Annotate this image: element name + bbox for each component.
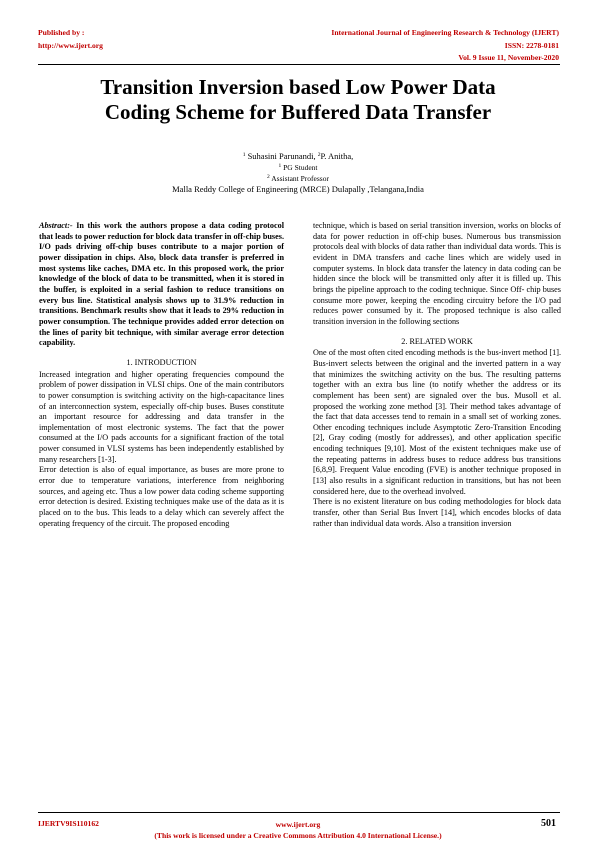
footer-rule [38, 812, 560, 813]
author2-name: P. Anitha, [320, 151, 354, 161]
paper-title [30, 75, 566, 125]
title-line-2: Coding Scheme for Buffered Data Transfer [104, 100, 492, 124]
volume-issue: Vol. 9 Issue 11, November-2020 [458, 53, 559, 62]
aff2-text: Assistant Professor [269, 174, 329, 183]
author1-sup: 1 [242, 152, 246, 158]
intro-paragraph-1: Increased integration and higher operating frequencies compound the problem of power dissipation in VLSI chips. One of the main contributors to power consumption is switching activity on the high-capacitance lines of an interconnection system, especially off-chip buses. Buses constitute an important resource for addressing and data transfer in the implementation of most electronic systems. The fact that the power consumed at the I/O pads accounts for a significant fraction of the total power consumed in VLSI systems has been independently established by many researchers [1-3]. [39, 369, 284, 464]
aff2-sup: 2 [267, 174, 270, 180]
related-work-paragraph-2: There is no existent literature on bus coding methodologies for block data transfer, other than Serial Bus Invert [14], which encodes blocks of data rather than individual data words. Also a transition inversion [313, 497, 561, 528]
section-1-heading: 1. INTRODUCTION [126, 357, 197, 367]
author2-sup: 2 [317, 152, 321, 158]
page-number: 501 [541, 818, 556, 829]
abstract [39, 221, 284, 349]
published-by: Published by : [38, 28, 85, 37]
header-rule [38, 64, 560, 65]
section-2-heading: 2. RELATED WORK [401, 336, 473, 346]
related-work-paragraph-1: One of the most often cited encoding methods is the bus-invert method [1]. Bus-invert selects between the original and the inverted pattern in a way that minimizes the switching activity on the bus. The resulting patterns together with an extra bus line (to notify whether the address or its complement has been sent) are signaled over the bus. Musoll et al. proposed the working zone method [3]. Their method takes advantage of the fact that data accesses tend to remain in a small set of working zones. Other encoding techniques include Asymptotic Zero-Transition Encoding [2], Gray coding (mostly for addresses), and other application specific encoding techniques [9,10]. Most of the existent techniques make use of the repeating patterns in address buses to reduce address bus transitions [6,8,9]. Frequent Value encoding (FVE) is another technique proposed in [13] also results in a significant reduction in transitions, but has not been considered here, due to the overhead involved. [313, 348, 561, 496]
intro-paragraph-2: Error detection is also of equal importance, as buses are more prone to error due to temperature variations, interference from neighboring sources, and ageing etc. Thus a low power data coding scheme supporting error detection is desired. Existing techniques make use of the data as it is placed on to the bus. This leads to a delay which can severely affect the operating frequency of the circuit. The proposed encoding [39, 465, 284, 528]
footer-center [60, 819, 536, 841]
right-column-paragraph-1: technique, which is based on serial transition inversion, works on blocks of data for power reduction in off-chip buses. Numerous bus transmission protocols deal with blocks of data rather than individual data words. This is evident in DMA transfers and cache lines which are widely used in computer systems. In block data transfer the latency in data coding can be hidden since the block will be transmitted only after it is filled up. This brings the pipeline approach to the coding technique. Since Off- chip buses consume more power, keeping the encoding circuitry before the I/O pad reduces power consumed by it. The proposed technique is also called transition inversion in the following sections [313, 221, 561, 326]
aff1-text: PG Student [281, 163, 318, 172]
affiliation-1 [40, 162, 556, 173]
license-note[interactable]: (This work is licensed under a Creative Commons Attribution 4.0 International License.) [154, 831, 442, 840]
header-left [38, 27, 103, 52]
publisher-url[interactable]: http://www.ijert.org [38, 40, 103, 50]
author-block [40, 151, 556, 195]
footer-url[interactable]: www.ijert.org [275, 820, 321, 829]
aff1-sup: 1 [278, 163, 282, 169]
title-line-1: Transition Inversion based Low Power Data [100, 75, 496, 99]
institution: Malla Reddy College of Engineering (MRCE) Dulapally ,Telangana,India [172, 184, 424, 194]
author-names [40, 151, 556, 162]
header-right [331, 27, 559, 65]
left-column [39, 221, 284, 529]
affiliation-2 [40, 173, 556, 184]
abstract-text: In this work the authors propose a data coding protocol that leads to power reduction for block data transfer in off-chip buses. I/O pads driving off-chip buses contribute to a major portion of power dissipation in chips. Also, block data transfer is preferred in most systems like caches, DMA etc. In this proposed work, the prior knowledge of the block of data to be transmitted, when it is stored in the buffer, is exploited in a serial fashion to reduce transitions on every bus line. Statistical analysis shows up to 31.9% reduction in transitions. Benchmark results show that it leads to 29% reduction in power consumption. The technique provides added error detection on the lines of parity bit technique, with similar average error detection capability. [39, 221, 284, 348]
paper-id: IJERTV9IS110162 [38, 819, 99, 828]
issn: ISSN: 2278-0181 [504, 40, 559, 50]
right-column [313, 221, 561, 529]
journal-name: International Journal of Engineering Research & Technology (IJERT) [331, 28, 559, 37]
abstract-lead: Abstract:- [39, 221, 73, 230]
author1-name: Suhasini Parunandi, [245, 151, 318, 161]
